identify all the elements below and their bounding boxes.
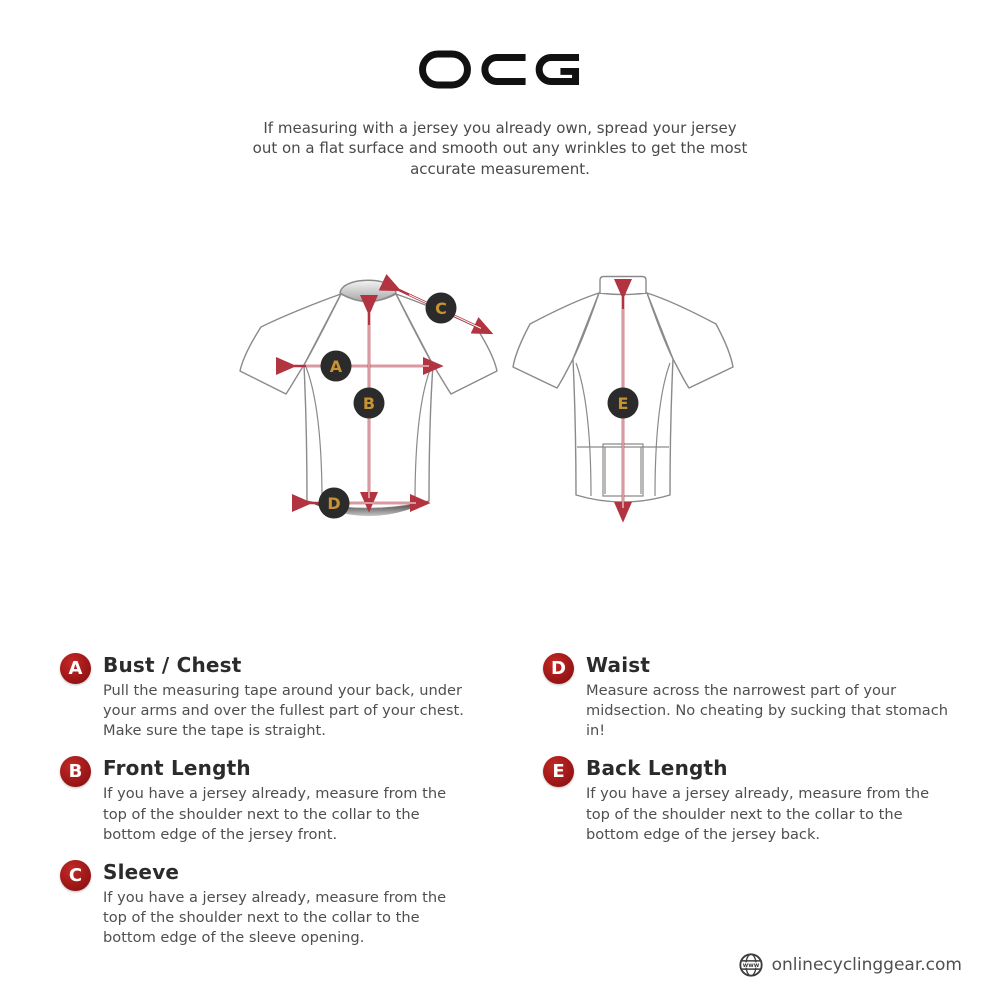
marker-b-badge — [354, 388, 385, 419]
legend-title-bust-chest: Bust / Chest — [103, 653, 242, 677]
legend-description-front-length: If you have a jersey already, measure from the top of the shoulder next to the collar to the bottom edge of the jersey front. — [103, 785, 447, 843]
legend-description-bust-chest: Pull the measuring tape around your back, under your arms and over the fullest part of your chest. Make sure the tape is straight. — [103, 682, 464, 740]
legend-title-waist: Waist — [586, 653, 651, 677]
legend-badge-a: A — [60, 653, 91, 684]
marker-c-badge — [426, 293, 457, 324]
legend-right-column — [543, 652, 973, 859]
marker-d-badge — [319, 488, 350, 519]
legend-badge-b: B — [60, 756, 91, 787]
measuring-instructions: If measuring with a jersey you already own, spread your jersey out on a flat surface and smooth out any wrinkles to get the most accurate measurement. — [252, 119, 748, 178]
brand-logo — [0, 46, 1000, 97]
legend-title-front-length: Front Length — [103, 756, 251, 781]
svg-text:E: E — [617, 394, 629, 413]
svg-text:www: www — [742, 962, 759, 970]
legend-description-sleeve: If you have a jersey already, measure from the top of the shoulder next to the collar to the bottom edge of the sleeve opening. — [103, 888, 447, 946]
footer — [738, 952, 962, 978]
legend-item-bust-chest — [60, 652, 490, 741]
ocg-logo-icon — [414, 46, 586, 93]
legend-description-back-length: If you have a jersey already, measure from the top of the shoulder next to the collar to the bottom edge of the jersey back. — [586, 785, 930, 843]
legend-title-sleeve: Sleeve — [103, 859, 180, 884]
legend-left-column — [60, 652, 490, 962]
svg-text:A: A — [329, 357, 343, 376]
footer-website-link[interactable]: onlinecyclinggear.com — [771, 955, 962, 975]
svg-text:B: B — [362, 394, 376, 413]
legend-item-back-length — [543, 755, 973, 844]
legend-item-front-length — [60, 755, 490, 844]
marker-a-badge — [321, 351, 352, 382]
svg-text:C: C — [435, 299, 447, 318]
legend-description-waist: Measure across the narrowest part of your midsection. No cheating by sucking that stomach in! — [586, 682, 949, 740]
jersey-front-diagram — [228, 263, 510, 535]
marker-e-badge — [608, 388, 639, 419]
svg-text:D: D — [327, 494, 341, 513]
jersey-back-diagram — [503, 263, 775, 535]
legend-badge-e: E — [543, 756, 574, 787]
globe-www-icon — [738, 952, 764, 978]
legend-item-waist — [543, 652, 973, 741]
back-collar — [600, 277, 646, 294]
legend-title-back-length: Back Length — [586, 756, 728, 781]
legend-item-sleeve — [60, 859, 490, 948]
legend-badge-c: C — [60, 860, 91, 891]
legend-badge-d: D — [543, 653, 574, 684]
